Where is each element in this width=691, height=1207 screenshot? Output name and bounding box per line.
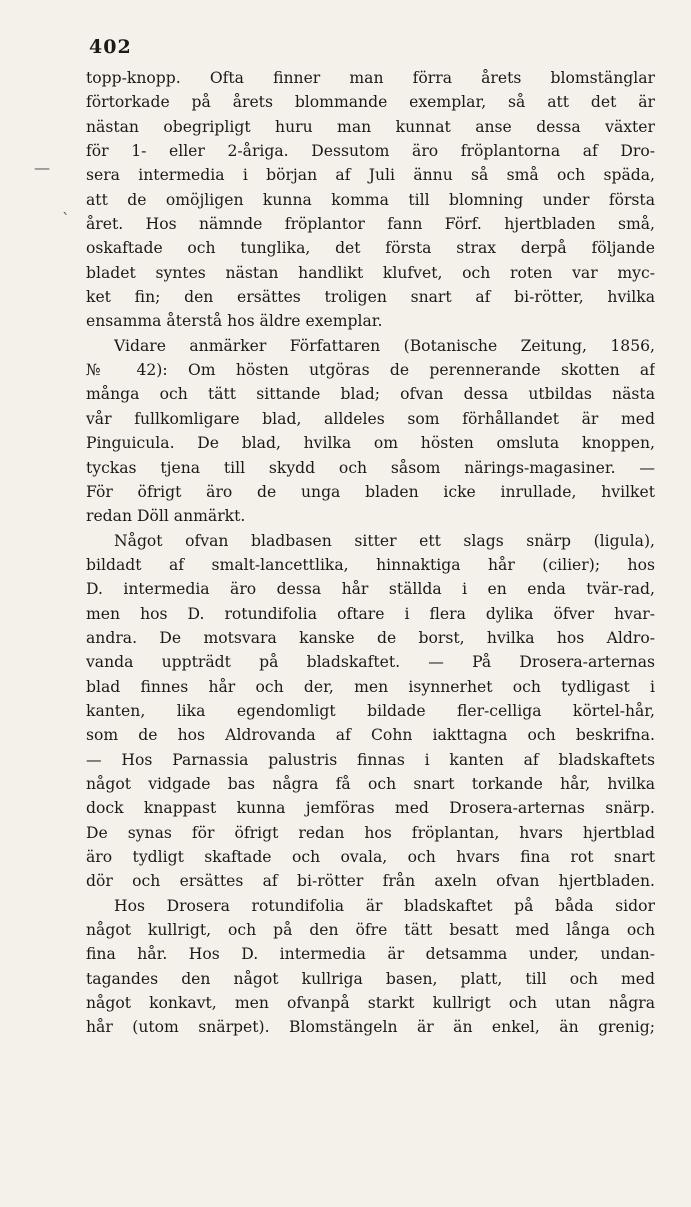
text-line: ensamma återstå hos äldre exemplar. <box>86 312 383 331</box>
text-line: redan Döll anmärkt. <box>86 507 246 526</box>
text-line: Något ofvan bladbasen sitter ett slags snärp (ligula), <box>114 531 655 550</box>
text-line: tagandes den något kullriga basen, platt, till och med <box>86 969 655 988</box>
text-line: kanten, lika egendomligt bildade fler-celliga körtel-hår, <box>86 701 655 720</box>
text-line: många och tätt sittande blad; ofvan dessa utbildas nästa <box>86 385 655 404</box>
text-line: För öfrigt äro de unga bladen icke inrullade, hvilket <box>86 482 655 501</box>
text-line: topp-knopp. Ofta finner man förra årets blomstänglar <box>86 69 655 87</box>
margin-tick-mark: ` <box>62 210 70 229</box>
text-line: № 42): Om hösten utgöras de perennerande skotten af <box>86 361 655 380</box>
text-line: bildadt af smalt-lancettlika, hinnaktiga hår (cilier); hos <box>86 555 655 574</box>
text-line: äro tydligt skaftade och ovala, och hvars fina rot snart <box>86 848 655 866</box>
text-line: året. Hos nämnde fröplantor fann Förf. hjertbladen små, <box>86 215 655 234</box>
body-text <box>86 66 655 1040</box>
text-line: andra. De motsvara kanske de borst, hvilka hos Aldro- <box>86 628 655 647</box>
text-line: D. intermedia äro dessa hår ställda i en enda tvär-rad, <box>86 580 655 599</box>
margin-dash-mark: — <box>34 158 50 177</box>
text-line: oskaftade och tunglika, det första strax derpå följande <box>86 239 655 258</box>
text-line: dock knappast kunna jemföras med Drosera-arternas snärp. <box>86 799 655 818</box>
text-line: hår (utom snärpet). Blomstängeln är än enkel, än grenig; <box>86 1018 655 1037</box>
text-line: att de omöjligen kunna komma till blomning under första <box>86 190 655 209</box>
text-line: något kullrigt, och på den öfre tätt besatt med långa och <box>86 921 655 940</box>
text-line: vår fullkomligare blad, alldeles som förhållandet är med <box>86 409 655 428</box>
text-line: nästan obegripligt huru man kunnat anse dessa växter <box>86 117 655 136</box>
text-line: Pinguicula. De blad, hvilka om hösten omsluta knoppen, <box>86 434 655 453</box>
text-line: något konkavt, men ofvanpå starkt kullrigt och utan några <box>86 994 655 1013</box>
text-line: vanda uppträdt på bladskaftet. — På Drosera-arternas <box>86 653 655 672</box>
text-line: De synas för öfrigt redan hos fröplantan, hvars hjertblad <box>86 823 655 842</box>
text-line: fina hår. Hos D. intermedia är detsamma under, undan- <box>86 945 655 964</box>
page-number: 402 <box>89 36 132 58</box>
text-line: tyckas tjena till skydd och såsom närings-magasiner. — <box>86 458 655 477</box>
text-line: dör och ersättes af bi-rötter från axeln ofvan hjertbladen. <box>86 872 655 891</box>
text-line: bladet syntes nästan handlikt klufvet, och roten var myc- <box>86 263 655 282</box>
text-line: förtorkade på årets blommande exemplar, så att det är <box>86 93 655 112</box>
text-line: blad finnes hår och der, men isynnerhet och tydligast i <box>86 677 655 696</box>
text-line: ket fin; den ersättes troligen snart af bi-rötter, hvilka <box>86 288 655 307</box>
text-line: för 1- eller 2-åriga. Dessutom äro fröplantorna af Dro- <box>86 142 655 161</box>
text-line: något vidgade bas några få och snart torkande hår, hvilka <box>86 774 655 793</box>
text-line: Hos Drosera rotundifolia är bladskaftet på båda sidor <box>114 896 655 915</box>
text-line: men hos D. rotundifolia oftare i flera dylika öfver hvar- <box>86 604 655 623</box>
text-line: — Hos Parnassia palustris finnas i kanten af bladskaftets <box>86 750 655 769</box>
text-line: som de hos Aldrovanda af Cohn iakttagna och beskrifna. <box>86 726 655 745</box>
text-line: Vidare anmärker Författaren (Botanische Zeitung, 1856, <box>114 336 655 355</box>
text-line: sera intermedia i början af Juli ännu så små och späda, <box>86 166 655 185</box>
